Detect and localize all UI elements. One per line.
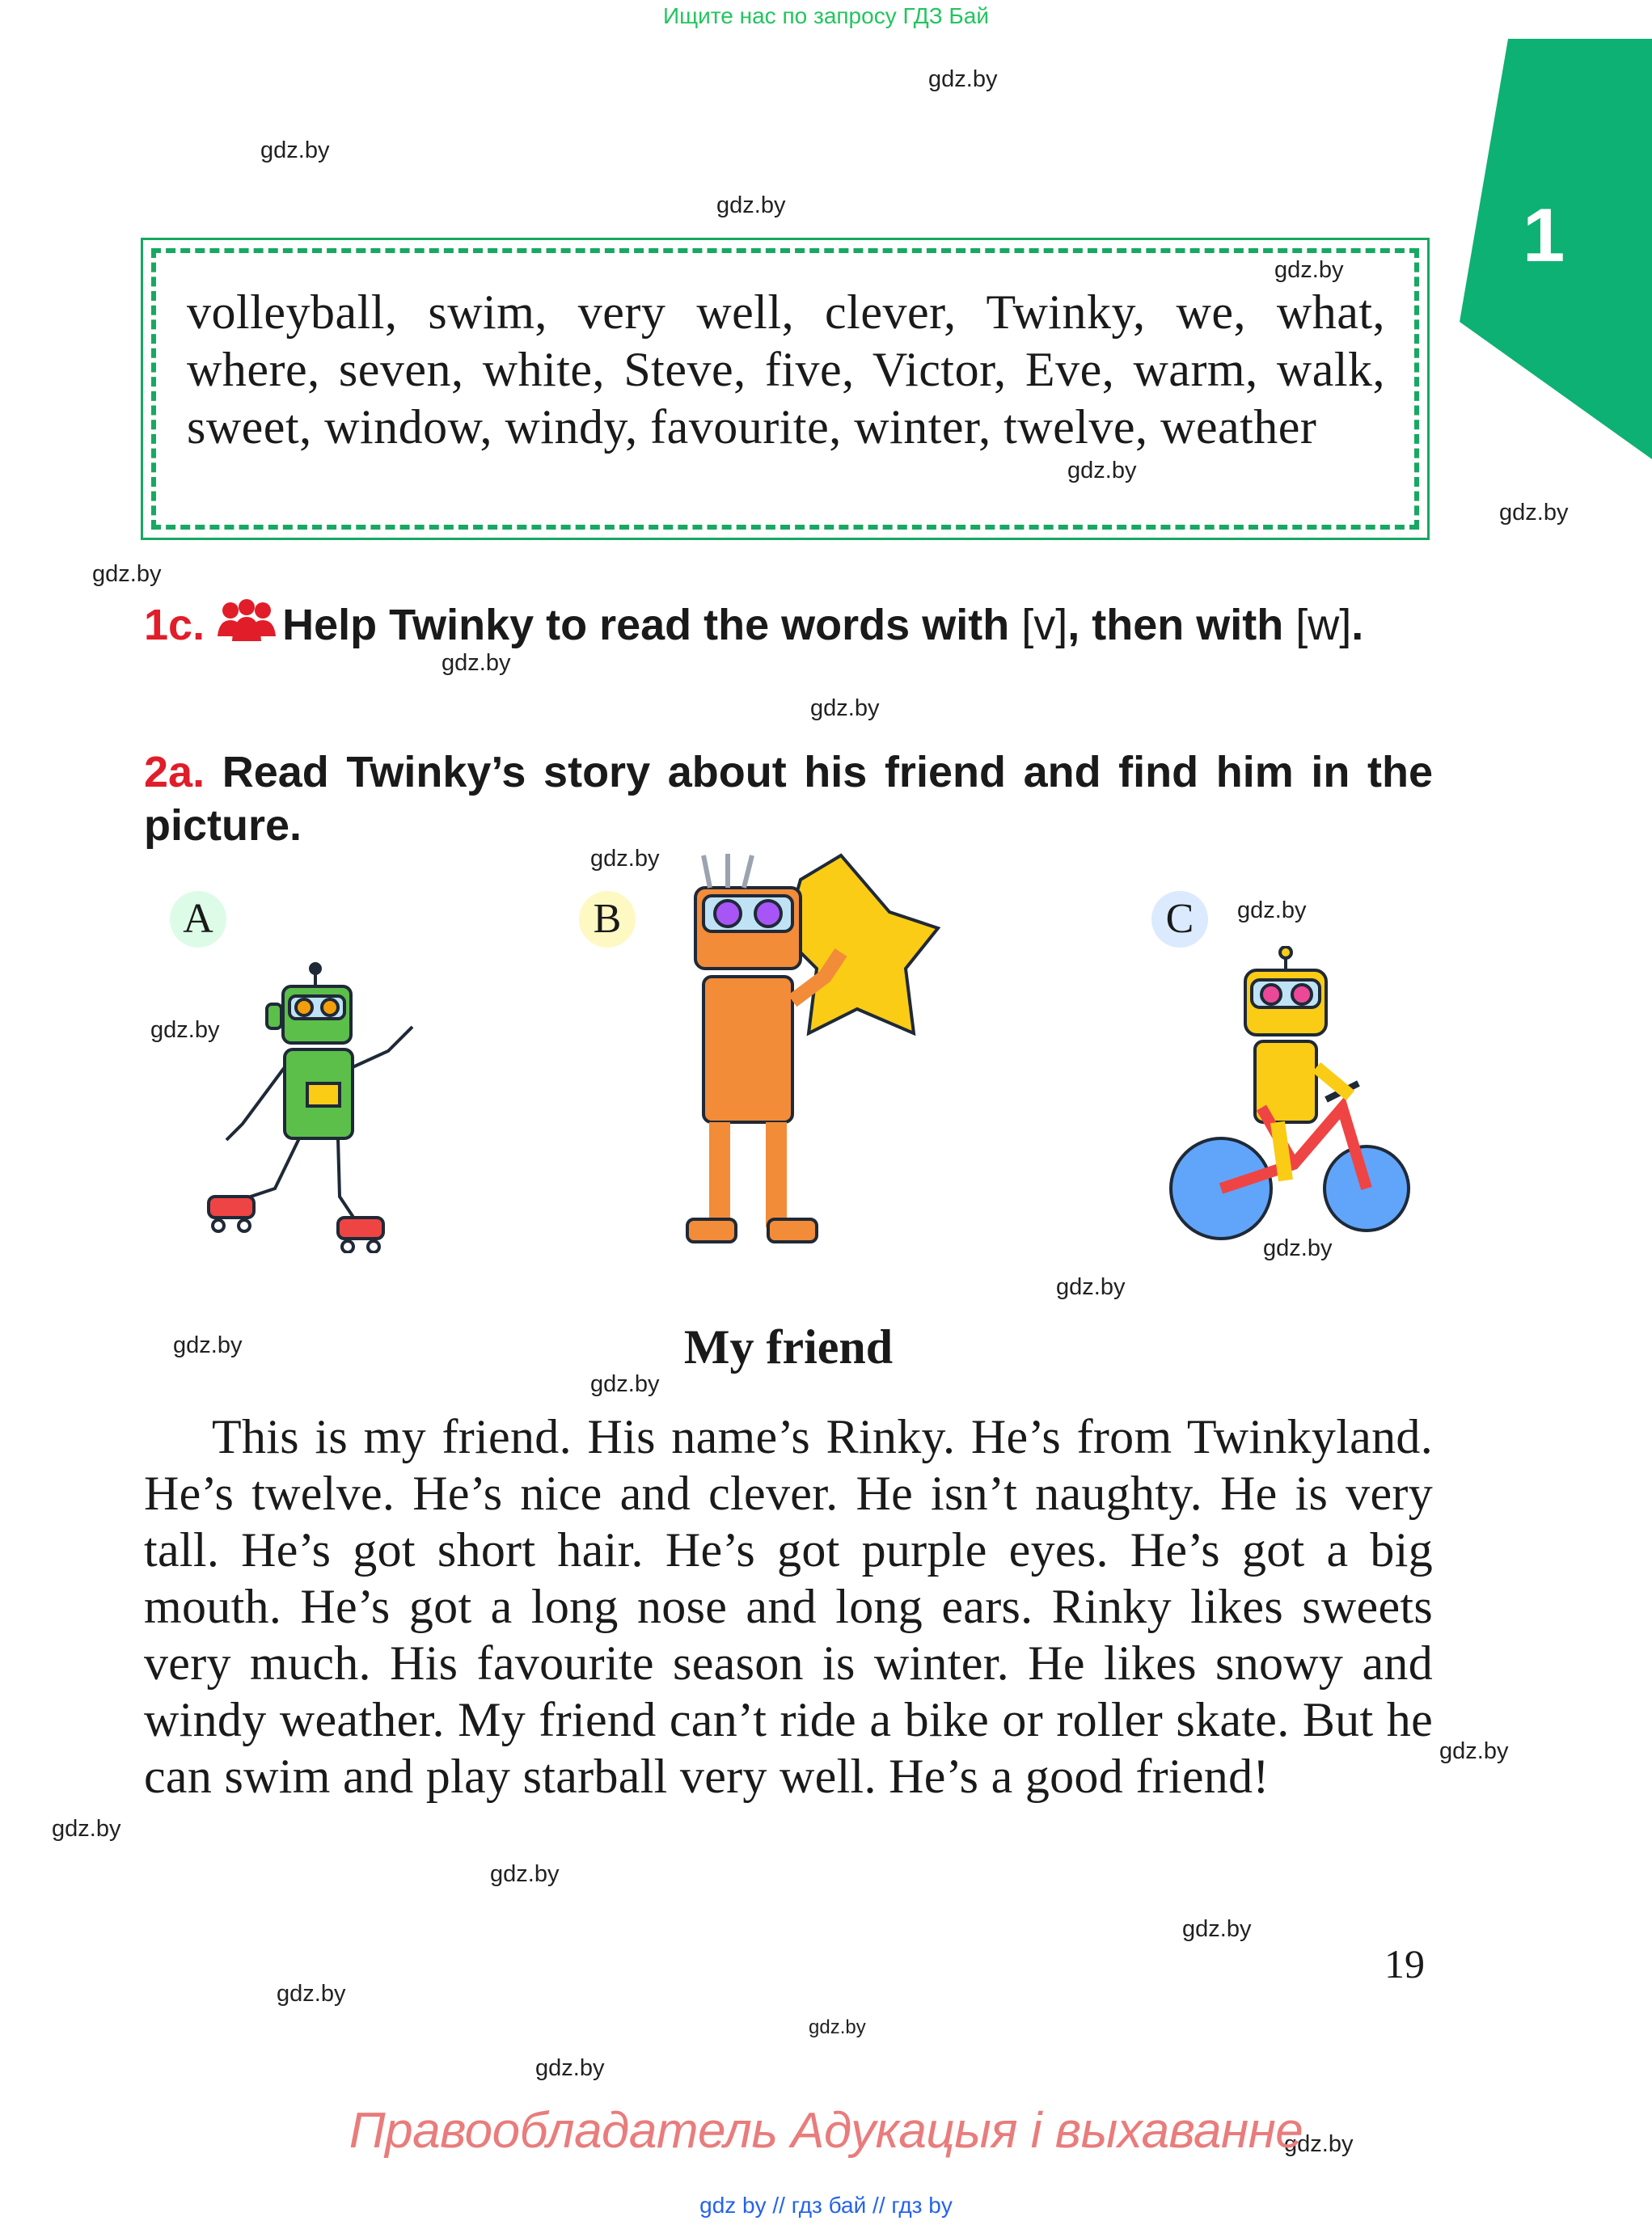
watermark: gdz.by [92,561,162,587]
watermark: gdz.by [150,1017,220,1043]
watermark: gdz.by [260,137,330,163]
task-text-3: . [1351,601,1364,649]
page-number: 19 [1384,1941,1425,1986]
watermark: gdz.by [810,695,880,721]
task-1c [144,598,1433,652]
watermark: gdz.by [1237,897,1307,923]
sound-v: [v] [1021,601,1068,649]
watermark: gdz.by [490,1861,560,1887]
word-box [141,238,1430,540]
watermark: gdz.by [442,650,511,676]
task-2a [144,745,1433,852]
watermark: gdz.by [1263,1235,1333,1261]
watermark: gdz.by [590,846,660,872]
watermark: gdz.by [277,1981,346,2007]
rights-holder-notice: Правообладатель Адукацыя і выхаванне [349,2103,1303,2159]
watermark: gdz.by [590,1371,660,1397]
picture-label-c: C [1151,891,1208,948]
task-text: Read Twinky’s story about his friend and find him in the picture. [144,748,1433,850]
task-text: Help Twinky to read the words with [282,601,1010,649]
robot-c-illustration [1164,946,1423,1253]
watermark: gdz.by [1182,1916,1252,1942]
watermark: gdz.by [173,1332,243,1358]
story-text: This is my friend. His name’s Rinky. He’s from Twinkyland. He’s twelve. He’s nice and clever. He isn’t naughty. He is very tall. He’s got short hair. He’s got purple eyes. He’s got a big mouth. He’s got a long nose and long ears. Rinky likes sweets very much. His favourite season is winter. He likes snowy and windy weather. My friend can’t ride a bike or roller skate. But he can swim and play starball very well. He’s a good friend! [144,1410,1433,1803]
task-number: 2a. [144,748,205,796]
pair-work-people-icon [216,599,277,644]
watermark: gdz.by [52,1816,121,1842]
robot-a-illustration [194,962,437,1253]
task-text-2: , then with [1067,601,1284,649]
watermark: gdz.by [1439,1738,1509,1764]
task-number: 1c. [144,601,205,649]
watermark: gdz.by [535,2055,605,2081]
watermark: gdz.by [1499,500,1569,526]
sound-w: [w] [1295,601,1352,649]
story-title: My friend [683,1320,894,1374]
watermark: gdz.by [1067,458,1137,483]
watermark: gdz.by [716,192,786,218]
robot-b-illustration [647,847,970,1260]
watermark: gdz.by [1274,257,1344,283]
picture-label-b: B [579,891,636,948]
word-list: volleyball, swim, very well, clever, Twinky, we, what, where, seven, white, Steve, five, Victor, Eve, warm, walk, sweet, window, windy, favourite, winter, twelve, weather [151,248,1419,530]
picture-label-a: A [170,891,226,948]
bottom-links[interactable]: gdz by // гдз бай // гдз by [699,2193,953,2218]
watermark: gdz.by [1284,2131,1354,2157]
watermark: gdz.by [928,66,998,92]
watermark: gdz.by [1056,1274,1126,1300]
unit-number: 1 [1523,192,1565,277]
watermark: gdz.by [809,2016,866,2038]
top-banner[interactable]: Ищите нас по запросу ГДЗ Бай [662,3,990,28]
unit-tab [1460,39,1652,459]
